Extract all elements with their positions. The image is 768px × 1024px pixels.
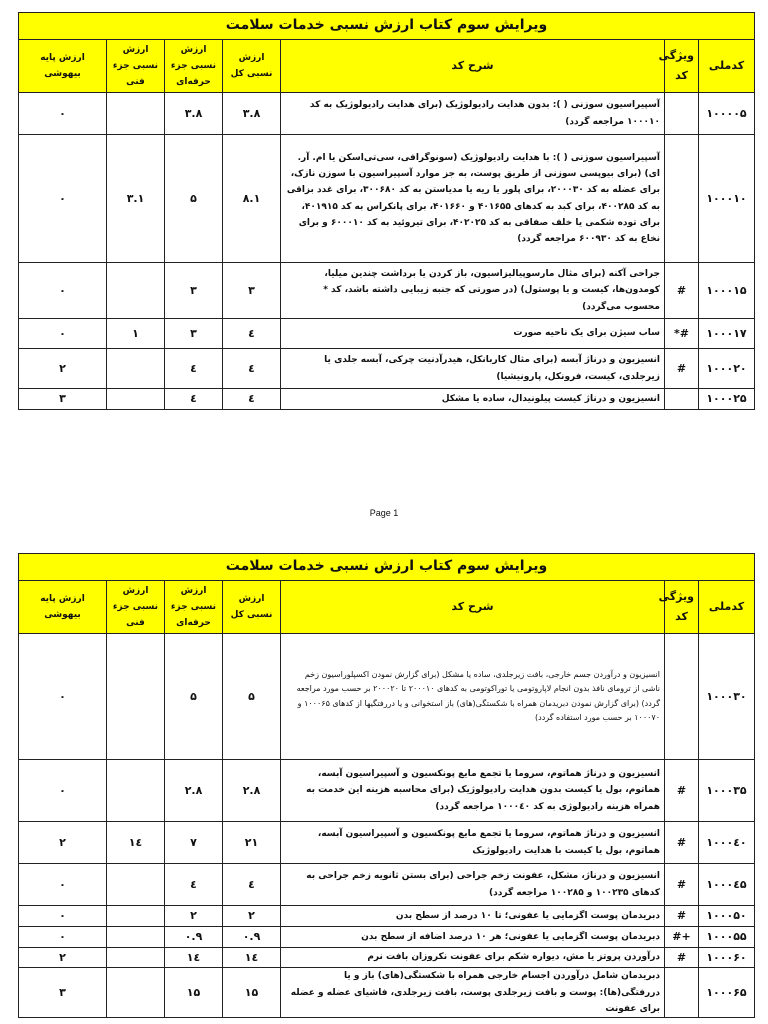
cell-total: ٤ (223, 864, 281, 906)
cell-code: ۱۰۰۰۱۵ (699, 263, 755, 319)
cell-code: ۱۰۰۰۲۵ (699, 389, 755, 410)
cell-desc: جراحی آکنه (برای مثال مارسوپیالیزاسیون، باز کردن یا برداشت چندین میلیا، کومدون‌ها، کیست و یا پوستول) (در صورتی که جنبه زیبایی داشته باشد، کد * محسوب می‌گردد) (281, 263, 665, 319)
cell-technical (107, 389, 165, 410)
cell-desc: دبریدمان شامل درآوردن اجسام خارجی همراه با شکستگی(های) باز و یا دررفتگی(ها): پوست و بافت زیرجلدی پوست، بافت زیرجلدی، فاشیای عضله و عضله برای عفونت (281, 968, 665, 1018)
cell-feature (665, 634, 699, 760)
table-row (19, 634, 755, 760)
cell-desc: دبریدمان پوست اگزمایی یا عفونی؛ تا ۱۰ درصد از سطح بدن (281, 906, 665, 927)
cell-technical (107, 926, 165, 947)
cell-total: ٤ (223, 349, 281, 389)
cell-professional: ۱٤ (165, 947, 223, 968)
cell-feature: # (665, 822, 699, 864)
cell-professional: ٤ (165, 389, 223, 410)
cell-anesthesia: ۰ (19, 760, 107, 822)
cell-feature: #* (665, 319, 699, 349)
cell-total: ۰.۹ (223, 926, 281, 947)
cell-feature: # (665, 864, 699, 906)
cell-desc: درآوردن پروتز یا مش، دیواره شکم برای عفونت نکروزان بافت نرم (281, 947, 665, 968)
cell-professional: ۵ (165, 135, 223, 263)
col-total: ارزش نسبی کل (223, 40, 281, 93)
page2-sheet (18, 553, 754, 1018)
col-feature: ویژگی کد (665, 40, 699, 93)
col-total: ارزش نسبی کل (223, 581, 281, 634)
table-row (19, 389, 755, 410)
cell-code: ۱۰۰۰٤۵ (699, 864, 755, 906)
table-row (19, 319, 755, 349)
cell-anesthesia: ۰ (19, 263, 107, 319)
cell-code: ۱۰۰۰۵۵ (699, 926, 755, 947)
cell-technical (107, 263, 165, 319)
cell-technical (107, 760, 165, 822)
col-code: کدملی (699, 581, 755, 634)
table-row (19, 93, 755, 135)
cell-code: ۱۰۰۰۱۰ (699, 135, 755, 263)
table-row (19, 968, 755, 1018)
cell-anesthesia: ۰ (19, 319, 107, 349)
page-title: ویرایش سوم کتاب ارزش نسبی خدمات سلامت (19, 13, 755, 40)
cell-total: ۳.۸ (223, 93, 281, 135)
cell-technical (107, 864, 165, 906)
cell-professional: ۳ (165, 319, 223, 349)
col-technical: ارزش نسبی جزء فنی (107, 581, 165, 634)
cell-professional: ۱۵ (165, 968, 223, 1018)
cell-professional: ۲.۸ (165, 760, 223, 822)
cell-feature: # (665, 906, 699, 927)
cell-code: ۱۰۰۰۶۰ (699, 947, 755, 968)
cell-technical (107, 947, 165, 968)
col-anesthesia: ارزش پایه بیهوشی (19, 581, 107, 634)
cell-code: ۱۰۰۰۱۷ (699, 319, 755, 349)
page-number-label: Page 1 (369, 508, 399, 518)
cell-code: ۱۰۰۰۵۰ (699, 906, 755, 927)
cell-desc: انسیزیون و درآوردن جسم خارجی، بافت زیرجلدی، ساده یا مشکل (برای گزارش نمودن اکسپلوراسیون زخم ناشی از ترومای نافذ بدون انجام لاپاروتومی یا توراکوتومی به کدهای ۲۰۰۰۱۰ تا ۲۰۰۰۲۰ بر حسب مورد مراجعه گردد) (برای گزارش نمودن دبریدمان همراه با شکستگی(های) باز استخوانی و یا دررفتگیها از کدهای ۱۰۰۰۶۵ و ۱۰۰۰۷۰ بر حسب مورد استفاده گردد) (281, 634, 665, 760)
cell-technical: ۱ (107, 319, 165, 349)
page1-sheet (18, 12, 754, 410)
cell-feature: +# (665, 926, 699, 947)
cell-anesthesia: ۰ (19, 906, 107, 927)
cell-feature: # (665, 263, 699, 319)
tariff-table-page1 (18, 12, 755, 410)
cell-code: ۱۰۰۰۳۰ (699, 634, 755, 760)
cell-feature (665, 135, 699, 263)
cell-professional: ۳ (165, 263, 223, 319)
table-row (19, 926, 755, 947)
col-technical: ارزش نسبی جزء فنی (107, 40, 165, 93)
col-anesthesia: ارزش پایه بیهوشی (19, 40, 107, 93)
cell-desc: انسیزیون و درناژ کیست پیلونیدال، ساده یا مشکل (281, 389, 665, 410)
col-professional: ارزش نسبی جزء حرفه‌ای (165, 40, 223, 93)
cell-anesthesia: ۰ (19, 135, 107, 263)
cell-code: ۱۰۰۰۳۵ (699, 760, 755, 822)
cell-technical (107, 906, 165, 927)
cell-anesthesia: ۲ (19, 947, 107, 968)
table-row (19, 263, 755, 319)
cell-desc: آسپیراسیون سوزنی ( ): با هدایت رادیولوژیک (سونوگرافی، سی‌تی‌اسکن یا ام. آر. ای) (برای بیوپسی سوزنی از طریق پوست، به جز موارد آسپیراسیون با سوزن نازک، برای عضله به کد ۲۰۰۰۳۰، برای پلور یا ریه یا مدیاستن به کد ۳۰۰۶۸۰، برای غدد بزاقی به کد ۴۰۰۲۸۵، برای کبد به کدهای ۴۰۱۶۵۵ و ۴۰۱۶۶۰، برای پانکراس به کد ۴۰۱۹۱۵، برای توده شکمی یا خلف صفاقی به کد ۴۰۲۰۲۵، برای تیروئید به کد ۶۰۰۰۱۰ و برای نخاع به کد ۶۰۰۹۳۰ مراجعه گردد) (281, 135, 665, 263)
cell-professional: ٤ (165, 349, 223, 389)
cell-total: ۳ (223, 263, 281, 319)
cell-feature (665, 968, 699, 1018)
header-row (19, 40, 755, 93)
cell-professional: ۰.۹ (165, 926, 223, 947)
cell-anesthesia: ۰ (19, 864, 107, 906)
cell-professional: ۳.۸ (165, 93, 223, 135)
cell-anesthesia: ۳ (19, 968, 107, 1018)
cell-anesthesia: ۰ (19, 926, 107, 947)
col-desc: شرح کد (281, 40, 665, 93)
cell-total: ۲ (223, 906, 281, 927)
cell-desc: دبریدمان پوست اگزمایی یا عفونی؛ هر ۱۰ درصد اضافه از سطح بدن (281, 926, 665, 947)
cell-technical (107, 349, 165, 389)
cell-desc: انسیزیون و درناژ، مشکل، عفونت زخم جراحی (برای بستن ثانویه زخم جراحی به کدهای ۱۰۰۲۳۵ و ۱۰۰۲۸۵ مراجعه گردد) (281, 864, 665, 906)
cell-feature (665, 93, 699, 135)
cell-technical (107, 634, 165, 760)
cell-technical: ۳.۱ (107, 135, 165, 263)
cell-professional: ٤ (165, 864, 223, 906)
cell-feature: # (665, 349, 699, 389)
cell-anesthesia: ۲ (19, 349, 107, 389)
col-desc: شرح کد (281, 581, 665, 634)
cell-technical: ۱٤ (107, 822, 165, 864)
cell-total: ۱۵ (223, 968, 281, 1018)
cell-desc: انسیزیون و درناژ هماتوم، سروما یا تجمع مایع پونکسیون و آسپیراسیون آبسه، هماتوم، بول یا کیست بدون هدایت رادیولوژیک (برای محاسبه هزینه این خدمت به همراه هزینه رادیولوژی به کد ۱۰۰۰٤۰ مراجعه گردد) (281, 760, 665, 822)
cell-total: ۸.۱ (223, 135, 281, 263)
cell-code: ۱۰۰۰٤۰ (699, 822, 755, 864)
cell-professional: ۲ (165, 906, 223, 927)
col-professional: ارزش نسبی جزء حرفه‌ای (165, 581, 223, 634)
cell-code: ۱۰۰۰۲۰ (699, 349, 755, 389)
cell-professional: ۷ (165, 822, 223, 864)
cell-feature: # (665, 947, 699, 968)
table-row (19, 906, 755, 927)
table-row (19, 135, 755, 263)
cell-anesthesia: ۰ (19, 93, 107, 135)
table-row (19, 349, 755, 389)
table-row (19, 947, 755, 968)
cell-desc: آسپیراسیون سوزنی ( ): بدون هدایت رادیولوژیک (برای هدایت رادیولوژیک به کد ۱۰۰۰۱۰ مراجعه گردد) (281, 93, 665, 135)
cell-anesthesia: ۰ (19, 634, 107, 760)
table-row (19, 760, 755, 822)
cell-total: ۲۱ (223, 822, 281, 864)
cell-total: ٤ (223, 389, 281, 410)
tariff-table-page2 (18, 553, 755, 1018)
page-title: ویرایش سوم کتاب ارزش نسبی خدمات سلامت (19, 554, 755, 581)
cell-total: ۲.۸ (223, 760, 281, 822)
cell-desc: ساب سیژن برای یک ناحیه صورت (281, 319, 665, 349)
cell-technical (107, 968, 165, 1018)
cell-total: ۵ (223, 634, 281, 760)
cell-total: ۱٤ (223, 947, 281, 968)
cell-feature: # (665, 760, 699, 822)
col-feature: ویژگی کد (665, 581, 699, 634)
cell-professional: ۵ (165, 634, 223, 760)
cell-anesthesia: ۲ (19, 822, 107, 864)
cell-anesthesia: ۳ (19, 389, 107, 410)
cell-feature (665, 389, 699, 410)
cell-total: ٤ (223, 319, 281, 349)
header-row (19, 581, 755, 634)
cell-desc: انسیزیون و درناژ هماتوم، سروما یا تجمع مایع پونکسیون و آسپیراسیون آبسه، هماتوم، بول یا کیست با هدایت رادیولوژیک (281, 822, 665, 864)
cell-code: ۱۰۰۰۰۵ (699, 93, 755, 135)
cell-technical (107, 93, 165, 135)
cell-desc: انسیزیون و درناژ آبسه (برای مثال کاربانکل، هیدرآدنیت چرکی، آبسه جلدی یا زیرجلدی، کیست، فرونکل، پارونیشیا) (281, 349, 665, 389)
cell-code: ۱۰۰۰۶۵ (699, 968, 755, 1018)
table-row (19, 864, 755, 906)
table-row (19, 822, 755, 864)
col-code: کدملی (699, 40, 755, 93)
